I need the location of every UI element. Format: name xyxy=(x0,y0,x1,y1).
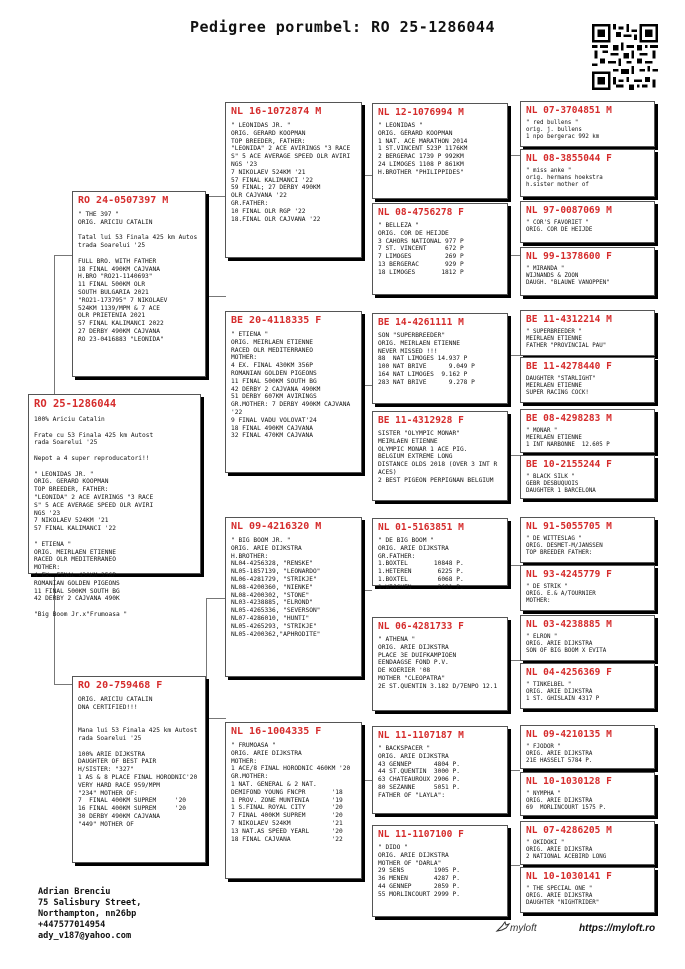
ancestor-card xyxy=(520,772,655,816)
ancestor-card xyxy=(520,409,655,453)
great-grandparent-card xyxy=(372,103,508,199)
ancestor-card xyxy=(520,517,655,563)
pedigree-notes: " THE 397 " ORIG. ARICIU CATALIN Tatal lui 53 Finala 425 km Autos trada Soarelui '25 FULL BRO. WITH FATHER 18 FINAL 490KM CAJVANA H.BRO "RO21-1140693" 11 FINAL 500KM OLR SOUTH BULGARIA 2021 "RO21-173795" 7 NIKOLAEV 524KM 1139/MPM & 7 ACE OLR PRIETENIA 2021 57 FINAL KALIMANCI 2022 27 DERBY 490KM CAJVANA RO 23-0416883 "LEONIDA" xyxy=(78,211,198,343)
pedigree-notes: " NYMPHA " ORIG. ARIE DIJKSTRA 69 MORLINCOURT 1575 P. xyxy=(526,791,607,812)
brand-logo: myloft xyxy=(510,923,537,934)
ring-number: NL 09-4210135 M xyxy=(526,729,612,740)
great-grandparent-card xyxy=(372,203,508,295)
great-grandparent-card xyxy=(372,825,508,917)
ring-number: NL 03-4238885 M xyxy=(526,619,612,630)
pedigree-notes: " ELRON " ORIG. ARIE DIJKSTRA SON OF BIG BOOM X EVITA xyxy=(526,634,607,655)
connector xyxy=(362,590,372,591)
pigeon-icon xyxy=(496,920,510,934)
ancestor-card xyxy=(520,310,655,356)
pedigree-notes: " BLACK SILK " GEBR DESBUQUOIS DAUGHTER 1 BARCELONA xyxy=(526,474,596,495)
connector xyxy=(206,598,207,718)
pedigree-notes: " miss anke " orig. hermans hoekstra h.sister mother of xyxy=(526,168,603,189)
pedigree-notes: DAUGHTER "STARLIGHT" MEIRLAEN ETIENNE SUPER RACING COCK! xyxy=(526,376,596,397)
ring-number: NL 12-1076994 M xyxy=(378,107,464,118)
dam-card xyxy=(72,676,206,863)
ring-number: NL 16-1004335 F xyxy=(231,726,322,737)
ring-number: NL 16-1072874 M xyxy=(231,106,322,117)
connector xyxy=(508,770,520,771)
connector xyxy=(362,175,372,176)
ancestor-card xyxy=(520,663,655,709)
connector xyxy=(508,355,520,356)
ring-number: RO 24-0507397 M xyxy=(78,195,169,206)
ring-number: RO 25-1286044 xyxy=(34,398,117,410)
ring-number: BE 08-4298283 M xyxy=(526,413,612,424)
owner-phone: +447577014954 xyxy=(38,920,106,930)
owner-name: Adrian Brenciu xyxy=(38,887,111,897)
page-title: Pedigree porumbel: RO 25-1286044 xyxy=(190,18,495,36)
pedigree-notes: " COR'S FAVORIET " ORIG. COR DE HEIJDE xyxy=(526,220,593,234)
pedigree-notes: SON "SUPERBREEDER" ORIG. MEIRLAEN ETIENNE NEVER MISSED !!! 88 NAT LIMOGES 14.937 P 100 NAT BRIVE 9.049 P 164 NAT LIMOGES 9.162 P 283 NAT BRIVE 9.278 P xyxy=(378,332,475,386)
pedigree-notes: " BELLEZA " ORIG. COR DE HEIJDE 3 CAHORS NATIONAL 977 P 7 ST. VINCENT 672 P 7 LIMOGES 269 P 13 BERGERAC 929 P 18 LIMOGES 1812 P xyxy=(378,222,464,276)
ring-number: NL 97-0087069 M xyxy=(526,205,612,216)
ancestor-card xyxy=(520,201,655,243)
pedigree-notes: " LEONIDAS JR. " ORIG. GERARD KOOPMAN TOP BREEDER, FATHER: "LEONIDA" 2 ACE AVIRINGS "3 RACE S" 5 ACE AVERAGE SPEED OLR AVIRI NGS '23 7 NIKOLAEV 524KM '21 57 FINAL KALIMANCI '22 59 FINAL; 27 DERBY 490KM OLR CAJVANA '22 GR.FATHER: 10 FINAL OLR RGP '22 18.FINAL OLR CAJVANA '22 xyxy=(231,122,351,223)
qr-code xyxy=(592,24,658,90)
ancestor-card xyxy=(520,455,655,499)
pedigree-notes: " DE BIG BOOM " ORIG. ARIE DIJKSTRA GR.FATHER: 1.BOXTEL 10848 P. 1.HETEREN 6225 P. 1.BOXTEL 6068 P. 1.WIJCHEN 2681 P. xyxy=(378,537,464,591)
pedigree-notes: " FRUMOASA " ORIG. ARIE DIJKSTRA MOTHER: 1 ACE/8 FINAL HORODNIC 460KM '20 GR.MOTHER: 1 NAT. GENERAL & 2 NAT. DEMIFOND YOUNG FNCPR '18 1 PROV. ZONE MUNTENIA '19 1 S.FINAL ROYAL CITY '20 7 FINAL 400KM SUPREM '20 7 NIKOLAEV 524KM '21 13 NAT.AS SPEED YEARL '20 18 FINAL CAJVANA '22 xyxy=(231,742,351,843)
ring-number: NL 07-3704851 M xyxy=(526,105,612,116)
pedigree-notes: " SUPERBREEDER " MEIRLAEN ETIENNE FATHER "PROVINCIAL PAU" xyxy=(526,329,607,350)
ancestor-card xyxy=(520,565,655,611)
ancestor-card xyxy=(520,149,655,197)
grandsire-card xyxy=(225,102,362,258)
connector xyxy=(508,865,520,866)
pedigree-notes: " DE STRIK " ORIG. E.& A/TOURNIER MOTHER: xyxy=(526,584,596,605)
ancestor-card xyxy=(520,357,655,403)
ring-number: BE 14-4261111 M xyxy=(378,317,464,328)
pedigree-notes: " DE WITTESLAG " ORIG. DESMET-M/JANSSEN TOP BREEDER FATHER: xyxy=(526,536,603,557)
pedigree-notes: " BACKSPACER " ORIG. ARIE DIJKSTRA 43 GENNEP 4804 P. 44 ST.QUENTIN 3000 P. 63 CHATEAUROUX 2906 P. 80 SEZANNE 5051 P. FATHER OF "LAYLA": xyxy=(378,745,460,799)
connector xyxy=(508,155,520,156)
ancestor-card xyxy=(520,101,655,147)
ring-number: NL 08-4756278 F xyxy=(378,207,464,218)
ring-number: NL 08-3855044 F xyxy=(526,153,612,164)
connector xyxy=(206,296,226,297)
pedigree-notes: " TINKELBEL " ORIG. ARIE DIJKSTRA 1 ST. GHISLAIN 4317 P xyxy=(526,682,600,703)
ancestor-card xyxy=(520,821,655,865)
ring-number: NL 11-1107100 F xyxy=(378,829,464,840)
pedigree-notes: " MIRANDA " WIJNANDS & ZOON DAUGH. "BLAUWE VANOPPEN" xyxy=(526,266,610,287)
pedigree-notes: " MONAR " MEIRLAEN ETIENNE 1 INT NARBONNE 12.605 P xyxy=(526,428,610,449)
connector xyxy=(508,455,520,456)
connector xyxy=(206,598,226,599)
sire-card xyxy=(72,191,206,377)
ring-number: NL 91-5055705 M xyxy=(526,521,612,532)
connector xyxy=(362,780,372,781)
ring-number: BE 20-4118335 F xyxy=(231,315,322,326)
owner-contact xyxy=(38,887,141,942)
connector xyxy=(508,660,520,661)
ring-number: BE 11-4312214 M xyxy=(526,314,612,325)
pedigree-notes: ORIG. ARICIU CATALIN DNA CERTIFIED!!! Mana lui 53 Finala 425 km Autost rada Soarelui '25 100% ARIE DIJKSTRA DAUGHTER OF BEST PAIR H/SISTER: "327" 1 AS & 8 PLACE FINAL HORODNIC'20 VERY HARD RACE 959/MPM "234" MOTHER OF: 7 FINAL 400KM SUPREM '20 16 FINAL 400KM SUPREM '20 30 DERBY 490KM CAJVANA "449" MOTHER OF xyxy=(78,696,198,828)
connector xyxy=(206,196,226,197)
pedigree-notes: " ATHENA " ORIG. ARIE DIJKSTRA PLACE 3E DUIFKAMPIOEN EENDAAGSE FOND P.V. DE KOERIER '08 MOTHER "CLEOPATRA" 2E ST.QUENTIN 3.182 D/7ENPO 12.1 xyxy=(378,636,498,690)
pedigree-notes: " FJODOR " ORIG. ARIE DIJKSTRA 21E HASSELT 5784 P. xyxy=(526,744,593,765)
connector xyxy=(206,196,207,296)
ancestor-card xyxy=(520,615,655,661)
connector xyxy=(206,718,226,719)
great-grandparent-card xyxy=(372,518,508,591)
great-grandparent-card xyxy=(372,411,508,501)
pedigree-notes: " DIDO " ORIG. ARIE DIJKSTRA MOTHER OF "DARLA" 29 SENS 1905 P. 36 MENEN 4287 P. 44 GENNEP 2059 P. 55 MORLINCOURT 2999 P. xyxy=(378,844,460,898)
granddam-card xyxy=(225,311,362,473)
pedigree-notes: " ETIENA " ORIG. MEIRLAEN ETIENNE RACED OLR MEDITERRANEO MOTHER: 4 EX. FINAL 430KM 356P ROMANIAN GOLDEN PIGEONS 11 FINAL 500KM SOUTH BG 42 DERBY 2 CAJVANA 490KM 51 DERBY 607KM AVIRINGS GR.MOTHER: 7 DERBY 490KM CAJVANA '22 9 FINAL VADU VOLOVAT'24 18 FINAL 490KM CAJVANA 32 FINAL 470KM CAJVANA xyxy=(231,331,351,440)
ring-number: NL 01-5163851 M xyxy=(378,522,464,533)
website-link[interactable]: https://myloft.ro xyxy=(579,923,656,934)
pedigree-notes: " OKIDOKI " ORIG. ARIE DIJKSTRA 2 NATIONAL ACEBIRD LONG xyxy=(526,840,607,861)
pedigree-notes: " red bullens " orig. j. bullens 1 npo bergerac 992 km xyxy=(526,120,600,141)
connector xyxy=(54,255,74,256)
ring-number: NL 04-4256369 F xyxy=(526,667,612,678)
ring-number: NL 93-4245779 F xyxy=(526,569,612,580)
great-grandparent-card xyxy=(372,313,508,404)
ring-number: NL 10-1030128 F xyxy=(526,776,612,787)
granddam-card xyxy=(225,722,362,879)
connector xyxy=(508,255,520,256)
ring-number: RO 20-759468 F xyxy=(78,680,163,691)
owner-city: Northampton, nn26bp xyxy=(38,909,137,919)
ring-number: NL 06-4281733 F xyxy=(378,621,464,632)
pedigree-notes: " THE SPECIAL ONE " ORIG. ARIE DIJKSTRA DAUGHTER "NIGHTRIDER" xyxy=(526,886,600,907)
owner-street: 75 Salisbury Street, xyxy=(38,898,142,908)
connector xyxy=(54,255,55,397)
ancestor-card xyxy=(520,725,655,769)
ring-number: BE 11-4312928 F xyxy=(378,415,464,426)
pedigree-notes: SISTER "OLYMPIC MONAR" MEIRLAEN ETIENNE OLYMPIC MONAR 1 ACE PIG. BELGIUM EXTREME LONG DISTANCE OLDS 2018 (OVER 3 INT R ACES) 2 BEST PIGEON PERPIGNAN BELGIUM xyxy=(378,430,498,484)
great-grandparent-card xyxy=(372,726,508,814)
ring-number: NL 07-4286205 M xyxy=(526,825,612,836)
ring-number: NL 10-1030141 F xyxy=(526,871,612,882)
ring-number: BE 10-2155244 F xyxy=(526,459,612,470)
ring-number: BE 11-4278440 F xyxy=(526,361,612,372)
connector xyxy=(362,385,372,386)
grandsire-card xyxy=(225,517,362,677)
subject-card xyxy=(28,394,201,618)
great-grandparent-card xyxy=(372,617,508,711)
connector xyxy=(54,684,74,685)
ring-number: NL 09-4216320 M xyxy=(231,521,322,532)
ring-number: NL 11-1107187 M xyxy=(378,730,464,741)
owner-email: ady_v187@yahoo.com xyxy=(38,931,132,941)
ancestor-card xyxy=(520,247,655,296)
pedigree-notes: 100% Ariciu Catalin Frate cu 53 Finala 425 km Autost rada Soarelui '25 Nepot a 4 super reproducatori!! " LEONIDAS JR. " ORIG. GERARD KOOPMAN TOP BREEDER, FATHER: "LEONIDA" 2 ACE AVIRINGS "3 RACE S" 5 ACE AVERAGE SPEED OLR AVIRI NGS '23 7 NIKOLAEV 524KM '21 57 FINAL KALIMANCI '22 " ETIENA " ORIG. MEIRLAEN ETIENNE RACED OLR MEDITERRANEO MOTHER: 4 EX. FINAL 430KM 356P ROMANIAN GOLDEN PIGEONS 11 FINAL 500KM SOUTH BG 42 DERBY 2 CAJVANA 490K "Big Boom Jr.x"Frumoasa " xyxy=(34,416,154,618)
connector xyxy=(508,565,520,566)
pedigree-notes: " BIG BOOM JR. " ORIG. ARIE DIJKSTRA H.BROTHER: NL04-4256328, "RENSKE" NL05-1857139, "LEONARDO" NL06-4281729, "STRIKJE" NL08-4200360, "NIENKE" NL08-4200302, "STONE" NL03-4238885, "ELROND" NL05-4265336, "SEVERSON" NL07-4286010, "HUNTI" NL05-4265293, "STRIKJE" NL05-4200362,"APHRODITE" xyxy=(231,537,321,638)
pedigree-notes: " LEONIDAS " ORIG. GERARD KOOPMAN 1 NAT. ACE MARATHON 2014 1 ST.VINCENT 523P 1176KM 2 BERGERAC 1739 P 992KM 24 LIMOGES 1108 P 861KM H.BROTHER "PHILIPPIDES" xyxy=(378,122,468,176)
ancestor-card xyxy=(520,867,655,913)
ring-number: NL 99-1378600 F xyxy=(526,251,612,262)
